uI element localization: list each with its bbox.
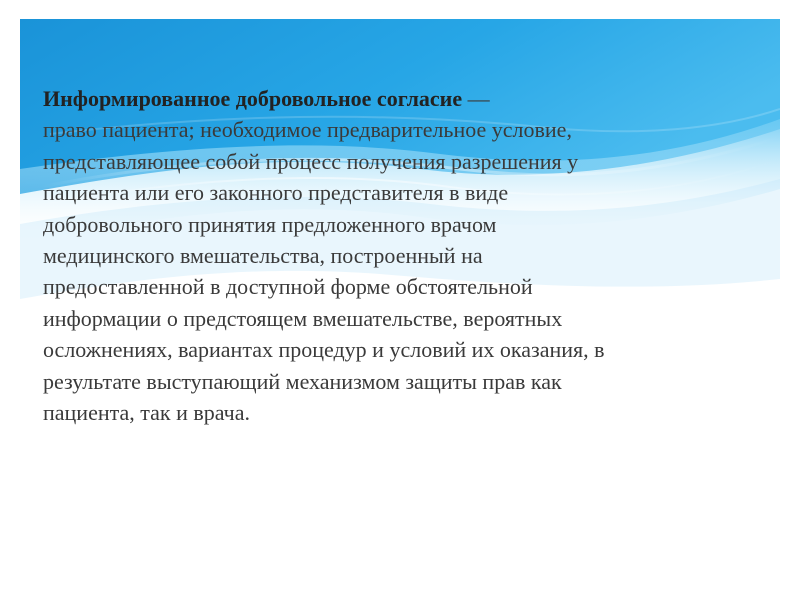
slide-frame (20, 19, 780, 585)
definition-line: медицинского вмешательства, построенный на (43, 243, 483, 269)
definition-line: осложнениях, вариантах процедур и условий их оказания, в (43, 337, 605, 363)
term-dash: — (462, 86, 490, 111)
definition-line: добровольного принятия предложенного врачом (43, 211, 497, 237)
definition-line: информации о предстоящем вмешательстве, вероятных (43, 305, 563, 331)
definition-line: предоставленной в доступной форме обстоятельной (43, 274, 533, 300)
definition-line: право пациента; необходимое предварительное условие, (43, 117, 572, 143)
definition-line: результате выступающий механизмом защиты прав как (43, 368, 562, 394)
definition-first-line (43, 83, 743, 114)
definition-line: пациента, так и врача. (43, 400, 250, 426)
definition-paragraph (43, 83, 743, 428)
definition-line: представляющее собой процесс получения разрешения у (43, 148, 579, 174)
defined-term: Информированное добровольное согласие (43, 86, 463, 111)
definition-line: пациента или его законного представителя в виде (43, 180, 509, 206)
